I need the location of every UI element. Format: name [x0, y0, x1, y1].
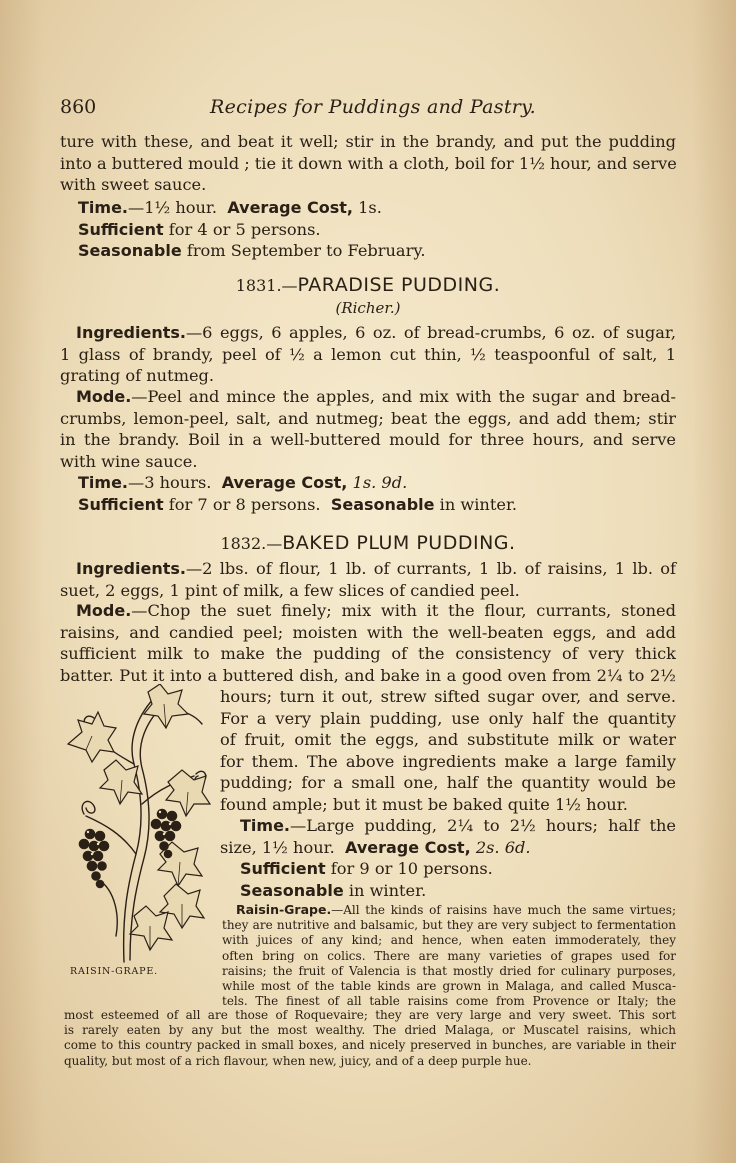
prev-recipe-text [60, 131, 676, 196]
sufficient-line [78, 219, 676, 241]
paradise-meta [78, 472, 676, 515]
ingredients-label: Ingredients. [76, 323, 186, 342]
recipe-title: PARADISE PUDDING. [297, 274, 501, 296]
recipe-number: 1832.— [220, 534, 283, 553]
note-line: most esteemed of all are those of Roquevaire; they are very large and very sweet. This sort [64, 1008, 676, 1022]
seasonable-label: Seasonable [330, 494, 435, 514]
seasonable-value: from September to February. [186, 241, 426, 261]
seasonable-line [78, 240, 676, 262]
text-line: into a buttered mould ; tie it down with a cloth, boil for 1½ hour, and serve [60, 153, 677, 173]
time-line: Time.—3 hours. Average Cost, 1s. 9d. [78, 473, 408, 492]
time-value: —1½ hour. [128, 198, 218, 217]
cost-label: Average Cost, [221, 473, 348, 492]
sufficient-label: Sufficient [240, 859, 326, 879]
text-line: Ingredients.—6 eggs, 6 apples, 6 oz. of bread-crumbs, 6 oz. of sugar, [76, 323, 676, 342]
text-line: for them. The above ingredients make a large family [220, 751, 676, 771]
note-line: they are nutritive and balsamic, but they are very subject to fermentation [222, 918, 676, 933]
cost-label: Average Cost, [345, 837, 471, 857]
ingredients-label: Ingredients. [76, 559, 186, 578]
text-line: Ingredients.—2 lbs. of flour, 1 lb. of currants, 1 lb. of raisins, 1 lb. of [76, 559, 676, 578]
seasonable-line: Seasonable in winter. [240, 880, 427, 900]
cost-value: 2s. 6d. [475, 837, 531, 857]
text-line: crumbs, lemon-peel, salt, and nutmeg; beat the eggs, and add them; stir [60, 408, 676, 428]
seasonable-label: Seasonable [240, 880, 344, 900]
note-line: raisins; the fruit of Valencia is that mostly dried for culinary purposes, [222, 963, 676, 978]
mode-label: Mode. [76, 387, 132, 406]
recipe-number: 1831.— [235, 276, 298, 295]
text-line: 1 glass of brandy, peel of ½ a lemon cut thin, ½ teaspoonful of salt, 1 [60, 344, 676, 364]
note-line: with juices of any kind; and hence, when eaten immoderately, they [222, 933, 676, 948]
cost-value: 1s. 9d. [352, 473, 408, 492]
time-line: Time.—Large pudding, 2¼ to 2½ hours; half the [240, 816, 676, 835]
text-line: For a very plain pudding, use only half the quantity [220, 708, 676, 728]
recipe-heading-paradise [60, 274, 676, 296]
paradise-ingredients [60, 322, 676, 387]
sufficient-label: Sufficient [78, 219, 164, 239]
text-line: pudding; for a small one, half the quantity would be [220, 773, 676, 793]
time-label: Time. [78, 473, 128, 492]
text-line: found ample; but it must be baked quite 1½ hour. [220, 794, 628, 814]
text-line: hours; turn it out, strew sifted sugar over, and serve. [220, 687, 676, 706]
illustration-caption: RAISIN-GRAPE. [70, 966, 158, 977]
time-line-2: size, 1½ hour. Average Cost, 2s. 6d. [220, 837, 531, 857]
plum-wrap-text [220, 686, 676, 816]
paradise-mode [60, 386, 676, 472]
raisin-grape-illustration [64, 684, 214, 964]
text-line: ture with these, and beat it well; stir in the brandy, and put the pudding [60, 132, 676, 151]
text-line: grating of nutmeg. [60, 366, 215, 386]
sufficient-line: Sufficient for 7 or 8 persons. Seasonable in winter. [78, 494, 518, 514]
leaf [100, 760, 142, 804]
time-line [78, 197, 676, 219]
note-line: Raisin-Grape.—All the kinds of raisins have much the same virtues; [236, 902, 676, 917]
note-line: is rarely eaten by any but the most wealthy. The dried Malaga, or Muscatel raisins, which [64, 1023, 676, 1038]
raisin-grape-note-full [64, 1008, 676, 1069]
time-label: Time. [78, 198, 128, 217]
time-label: Time. [240, 816, 290, 835]
running-header [60, 96, 680, 124]
text-line: of fruit, omit the eggs, and substitute milk or water [220, 730, 676, 750]
text-line: with wine sauce. [60, 451, 198, 471]
prev-recipe-meta [78, 197, 676, 262]
note-line: while most of the table kinds are grown in Malaga, and called Musca- [222, 979, 676, 994]
note-line: tels. The finest of all table raisins come from Provence or Italy; the [222, 994, 676, 1009]
plum-ingredients [60, 558, 676, 601]
recipe-title: BAKED PLUM PUDDING. [282, 532, 516, 554]
recipe-heading-plum [60, 532, 676, 554]
plum-meta [220, 815, 676, 901]
leaf [130, 906, 172, 950]
text-line: sufficient milk to make the pudding of the consistency of very thick [60, 644, 676, 664]
mode-label: Mode. [76, 601, 132, 620]
note-line: come to this country packed in small boxes, and nicely preserved in bunches, are variable in their [64, 1038, 676, 1053]
text-line: Mode.—Chop the suet finely; mix with it the flour, currants, stoned [76, 601, 676, 620]
page-number: 860 [60, 96, 97, 118]
seasonable-label: Seasonable [78, 241, 182, 261]
raisin-grape-note [222, 902, 676, 1009]
text-line: suet, 2 eggs, 1 pint of milk, a few slices of candied peel. [60, 580, 520, 600]
plum-mode [60, 600, 676, 686]
note-line: quality, but most of a rich flavour, when new, juicy, and of a deep purple hue. [64, 1053, 532, 1068]
text-line: Mode.—Peel and mince the apples, and mix with the sugar and bread- [76, 387, 676, 406]
text-line: batter. Put it into a buttered dish, and bake in a good oven from 2¼ to 2½ [60, 665, 676, 685]
recipe-subtitle: (Richer.) [335, 299, 401, 317]
sufficient-label: Sufficient [78, 494, 164, 514]
cost-value: 1s. [358, 198, 382, 217]
note-label: Raisin-Grape. [236, 902, 332, 917]
text-line: in the brandy. Boil in a well-buttered mould for three hours, and serve [60, 430, 676, 450]
running-title: Recipes for Puddings and Pastry. [210, 96, 537, 118]
text-line: with sweet sauce. [60, 175, 207, 195]
sufficient-line: Sufficient for 9 or 10 persons. [240, 859, 493, 879]
text-line: raisins, and candied peel; moisten with the well-beaten eggs, and add [60, 622, 676, 642]
note-line: often bring on colics. There are many varieties of grapes used for [222, 948, 676, 963]
cost-label: Average Cost, [227, 198, 353, 217]
sufficient-value: for 4 or 5 persons. [168, 219, 321, 239]
